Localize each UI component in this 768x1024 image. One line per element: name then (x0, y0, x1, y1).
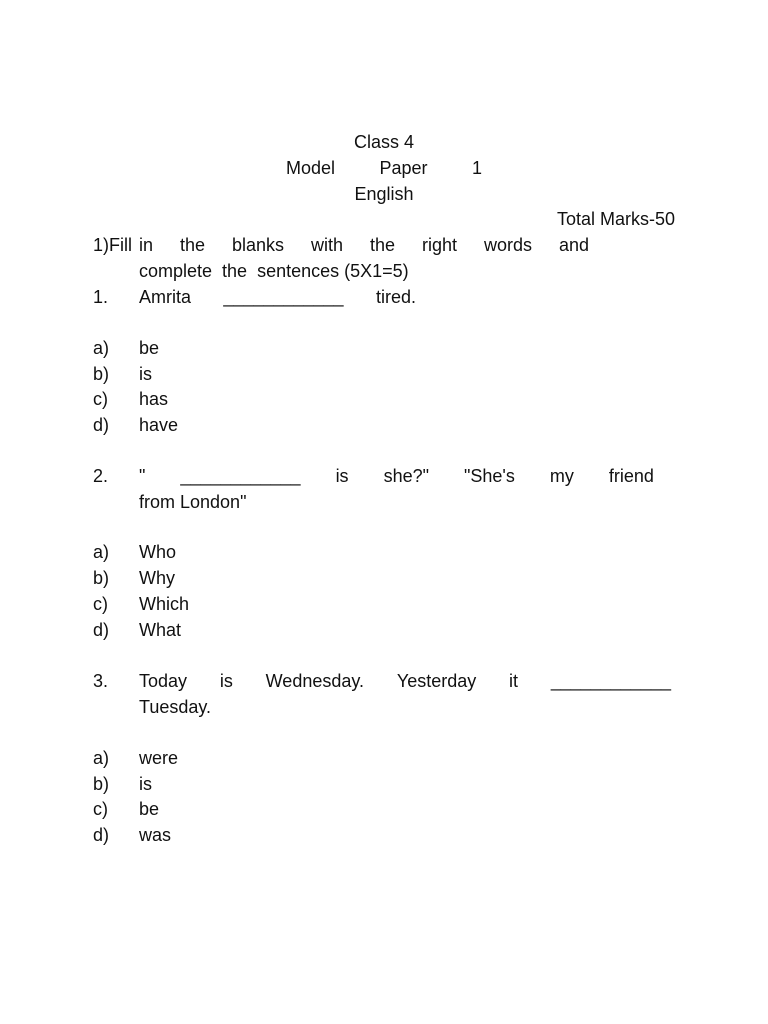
question-word: she?" (383, 466, 429, 486)
option-letter: a) (93, 748, 110, 768)
instruction-word: right (421, 235, 457, 255)
option-text: be (139, 799, 160, 819)
question-word: " (139, 466, 146, 486)
option-letter: a) (93, 338, 110, 358)
option-letter: c) (93, 594, 108, 614)
question-word: Amrita (139, 287, 192, 307)
question-word: Wednesday. (265, 671, 365, 691)
option-letter: d) (93, 415, 110, 435)
option-letter: b) (93, 774, 110, 794)
option-text: has (139, 389, 169, 409)
instruction-number: 1)Fill (93, 235, 132, 255)
option-text: What (139, 620, 182, 640)
answer-blank: ____________ (223, 287, 344, 307)
option-text: Who (139, 542, 177, 562)
instruction-word: and (558, 235, 589, 255)
answer-blank: ____________ (550, 671, 671, 691)
question-word: Today (139, 671, 188, 691)
option-letter: b) (93, 364, 110, 384)
question-2-text (139, 465, 654, 487)
instruction-word: in (139, 235, 154, 255)
option-text: was (139, 825, 172, 845)
question-word: tired. (375, 287, 416, 307)
question-3-text (139, 670, 671, 692)
option-text: Which (139, 594, 190, 614)
question-word: my (549, 466, 574, 486)
paper-title (286, 157, 482, 179)
option-letter: c) (93, 389, 108, 409)
question-word: is (219, 671, 233, 691)
option-letter: d) (93, 825, 110, 845)
paper-title-word: 1 (471, 158, 482, 178)
instruction-word: blanks (231, 235, 285, 255)
question-2-continuation: from London" (139, 492, 247, 512)
instruction-word: with (310, 235, 343, 255)
question-number: 1. (93, 287, 109, 307)
option-letter: d) (93, 620, 110, 640)
subject-heading: English (354, 184, 414, 204)
option-text: is (139, 364, 152, 384)
question-word: it (509, 671, 519, 691)
option-text: Why (139, 568, 175, 588)
paper-title-word: Model (286, 158, 336, 178)
option-text: be (139, 338, 160, 358)
option-letter: a) (93, 542, 110, 562)
question-word: Yesterday (396, 671, 477, 691)
option-letter: b) (93, 568, 110, 588)
instruction-line-1 (139, 234, 589, 256)
question-word: is (335, 466, 349, 486)
class-heading: Class 4 (353, 132, 415, 152)
answer-blank: ____________ (180, 466, 301, 486)
instruction-word: the (179, 235, 206, 255)
option-text: have (139, 415, 179, 435)
question-number: 2. (93, 466, 109, 486)
question-1-text (139, 286, 416, 308)
instruction-word: the (369, 235, 395, 255)
option-letter: c) (93, 799, 108, 819)
paper-title-word: Paper (379, 158, 428, 178)
question-3-continuation: Tuesday. (139, 697, 212, 717)
question-word: "She's (464, 466, 515, 486)
instruction-word: words (483, 235, 532, 255)
total-marks: Total Marks-50 (556, 209, 675, 229)
question-word: friend (608, 466, 654, 486)
instruction-line-2: complete the sentences (5X1=5) (139, 261, 409, 281)
option-text: were (139, 748, 179, 768)
question-number: 3. (93, 671, 109, 691)
option-text: is (139, 774, 152, 794)
